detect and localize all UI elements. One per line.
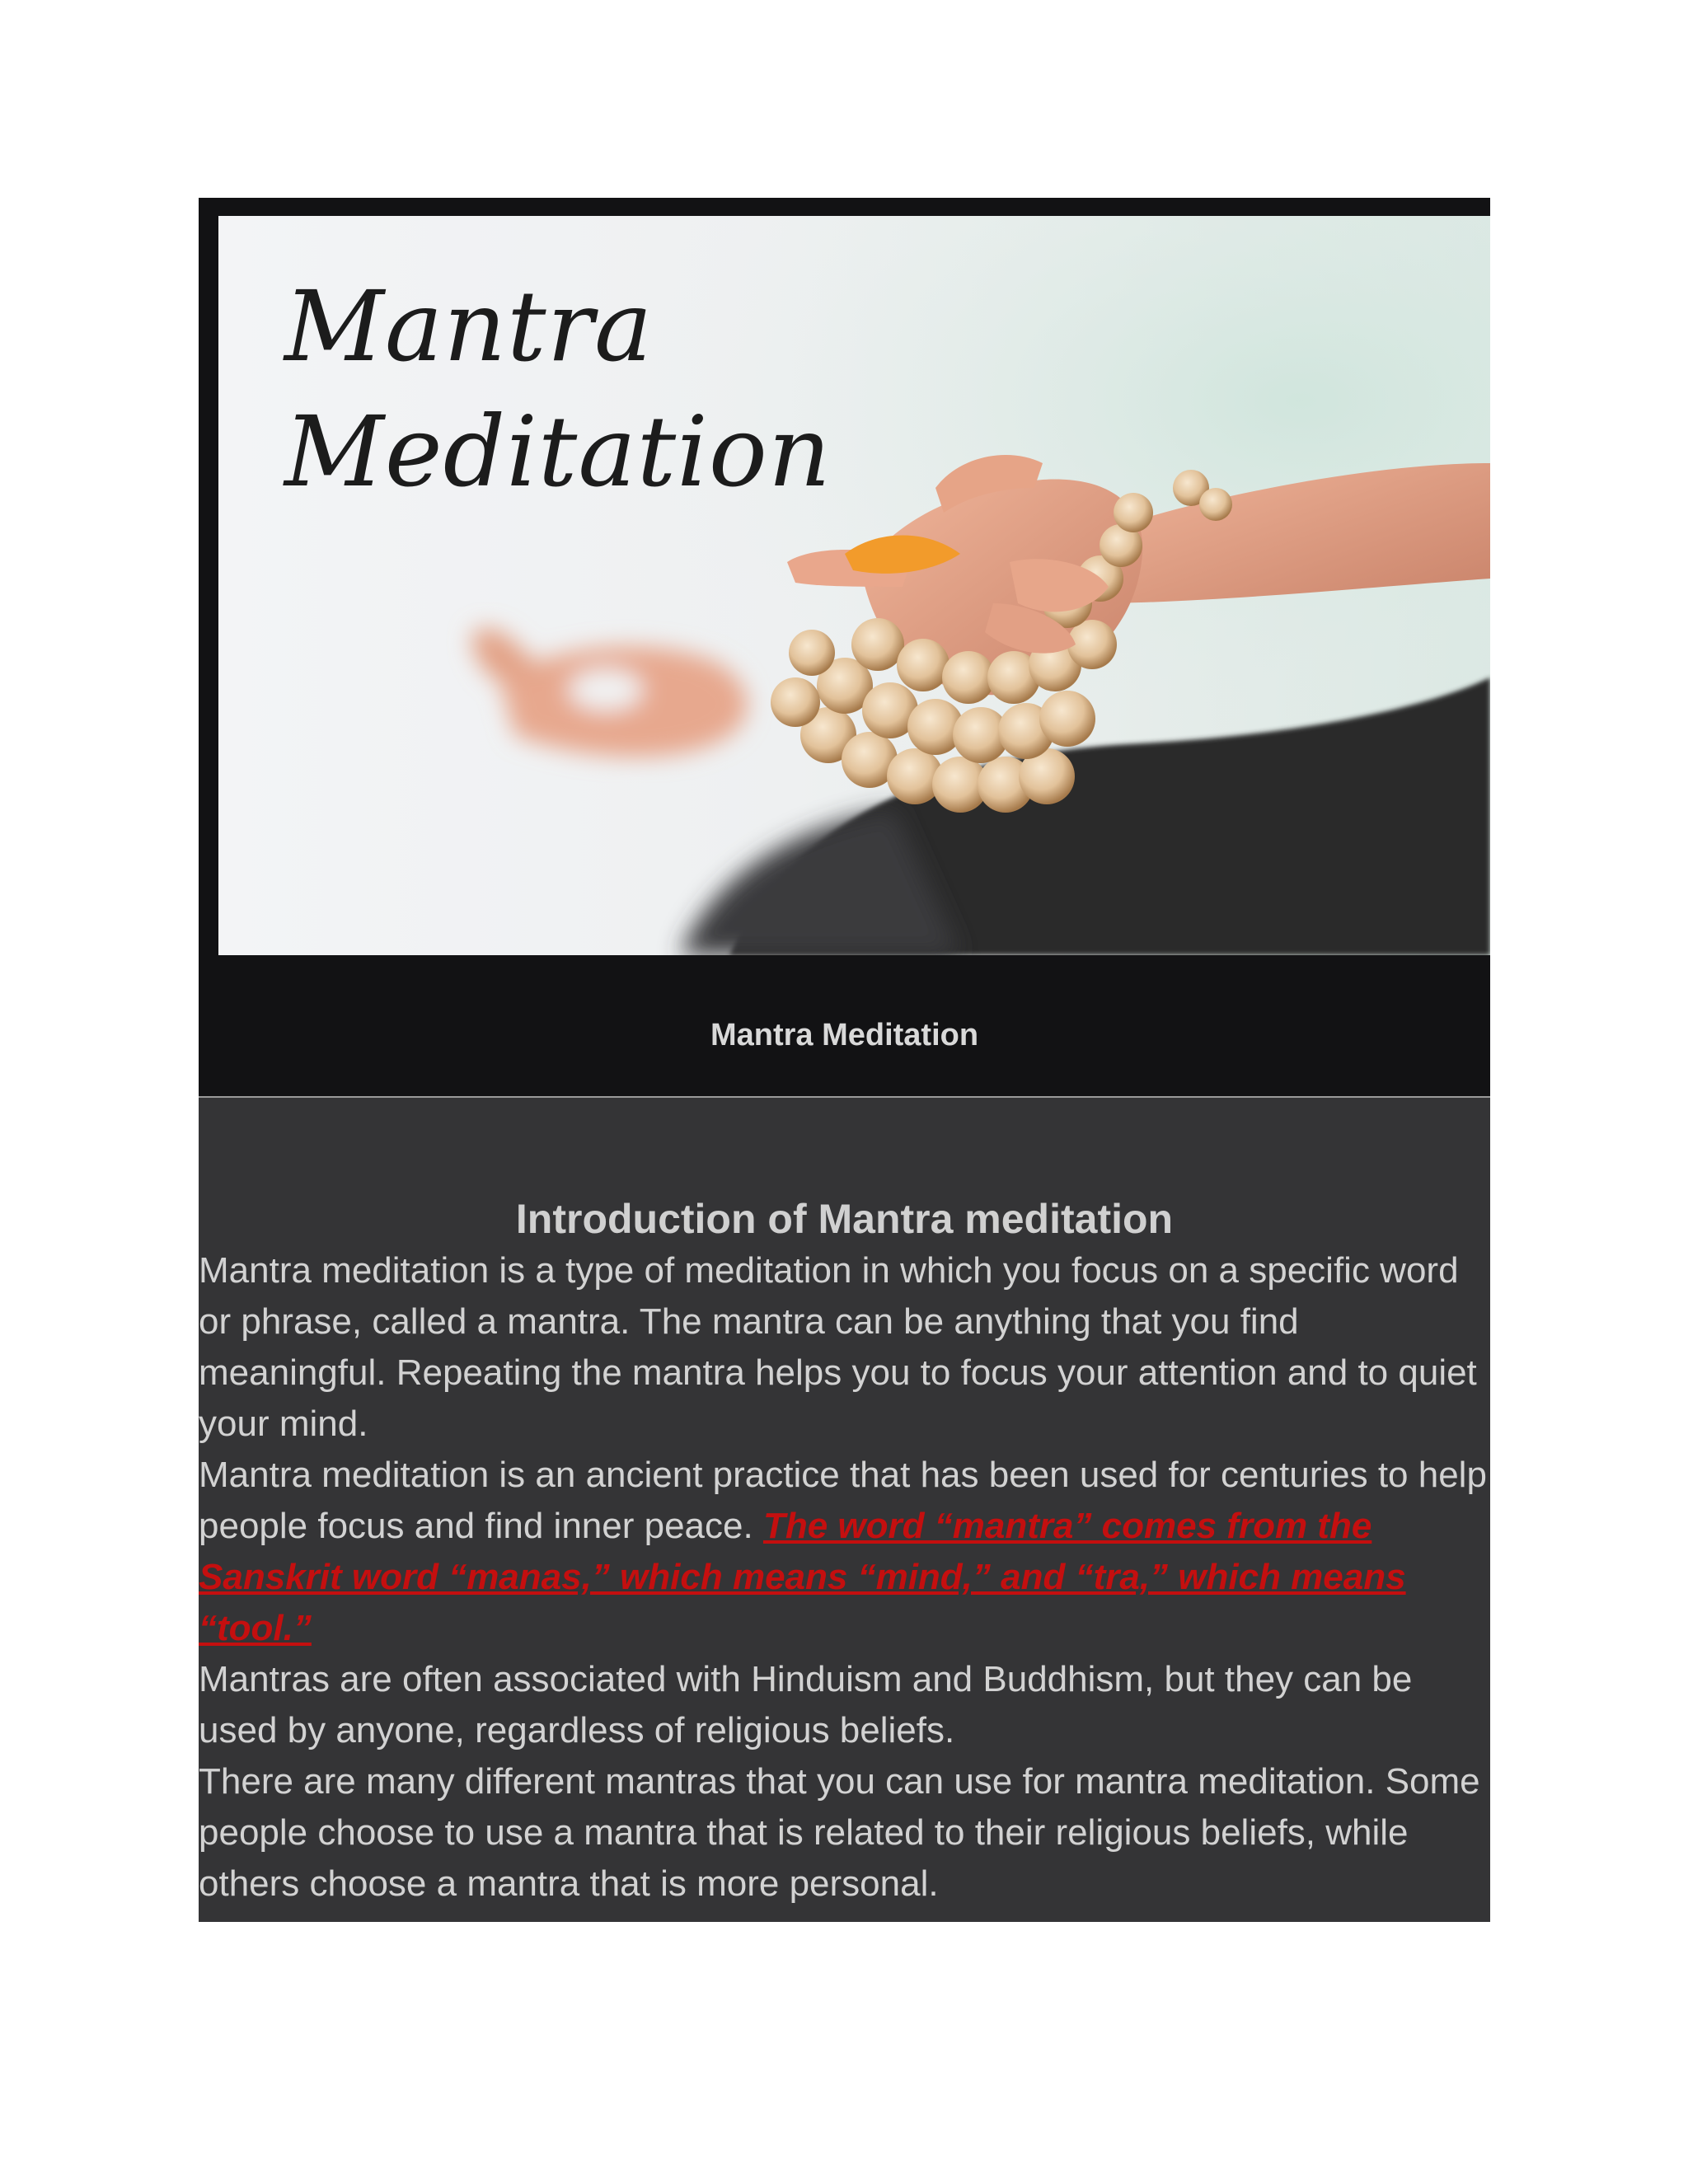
paragraph-religions: Mantras are often associated with Hinduism and Buddhism, but they can be used by anyone, regardless of religious beliefs.	[199, 1659, 1413, 1750]
hero-image	[218, 216, 1490, 955]
hero-title	[284, 264, 832, 514]
paragraph-choices: There are many different mantras that you can use for mantra meditation. Some people choose to use a mantra that is related to their religious beliefs, while others choose a mantra that is more personal.	[199, 1761, 1480, 1904]
article-block	[199, 198, 1490, 1922]
article-heading: Introduction of Mantra meditation	[515, 1196, 1174, 1242]
paragraph-history	[199, 1450, 1490, 1654]
etymology-highlight: The word “mantra” comes from the Sanskrit word “manas,” which means “mind,” and “tra,” which means “tool.”	[199, 1506, 1406, 1648]
hero-frame	[199, 198, 1490, 1096]
hero-caption: Mantra Meditation	[710, 1018, 979, 1052]
hero-title-line1: Mantra	[284, 269, 654, 383]
hero-title-line2: Meditation	[284, 395, 832, 509]
paragraph-intro: Mantra meditation is a type of meditation in which you focus on a specific word or phrase, called a mantra. The mantra can be anything that you find meaningful. Repeating the mantra helps you to focus your attention and to quiet your mind.	[199, 1250, 1477, 1444]
article-content	[199, 1096, 1490, 1922]
paragraph-history-text: Mantra meditation is an ancient practice that has been used for centuries to help people focus and find inner peace.	[199, 1455, 1487, 1546]
